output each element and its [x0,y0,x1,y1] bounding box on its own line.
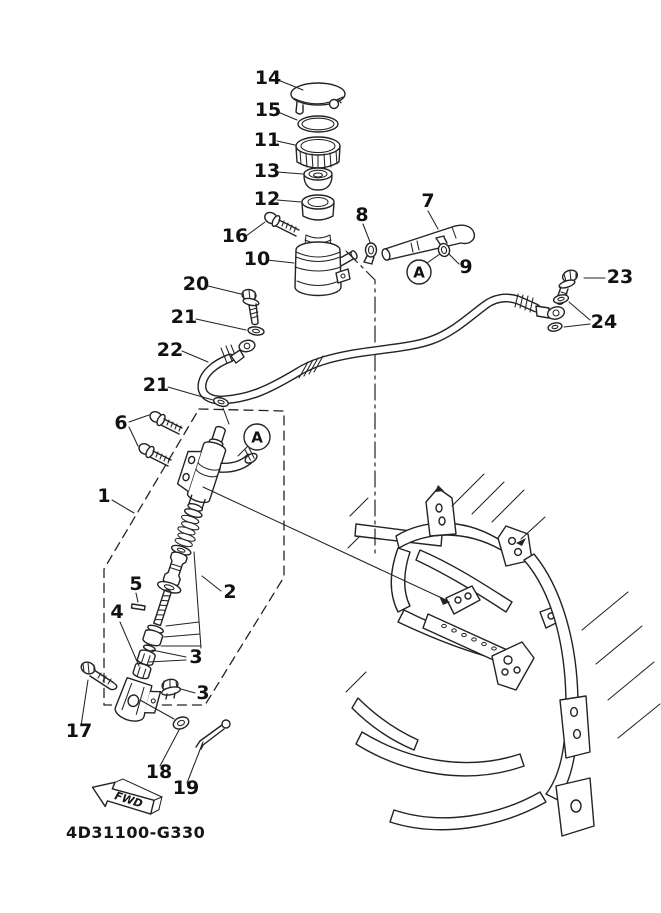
o-ring [298,116,338,132]
callout-20: 20 [182,273,210,295]
drawing-part-code: 4D31100-G330 [66,823,206,842]
frame [346,474,660,836]
reservoir-cap [296,137,340,170]
callout-10: 10 [243,248,271,270]
spring [173,514,201,549]
banjo-bolt-20 [241,288,259,324]
reservoir-cap-cover [291,83,345,114]
callout-8: 8 [355,204,369,226]
callout-4: 4 [110,601,124,623]
callout-11: 11 [253,129,281,151]
callout-15: 15 [254,99,282,121]
washer-24-upper [553,294,569,305]
reservoir-hose-group [364,225,474,264]
callout-24: 24 [590,311,618,333]
callout-14: 14 [254,67,282,89]
pushrod [154,589,172,625]
fwd-arrow-label: FWD [112,789,145,811]
callout-9: 9 [459,256,473,278]
view-marker-a-cylinder-label: A [251,428,263,447]
callout-6: 6 [114,412,128,434]
callout-21a: 21 [170,306,198,328]
callout-3b: 3 [196,682,210,704]
mounting-screws-6 [137,410,182,466]
callout-21b: 21 [142,374,170,396]
callout-13: 13 [253,160,281,182]
callout-1: 1 [97,485,111,507]
callout-2: 2 [223,581,237,603]
view-marker-a-top-label: A [413,263,425,282]
callout-7: 7 [421,190,435,212]
callout-17: 17 [65,720,93,742]
callout-16: 16 [221,225,249,247]
hose-clamp-8 [364,243,377,264]
flange-bolt-3 [161,678,181,699]
grommet [302,195,334,220]
washer-18 [171,715,190,731]
callout-23: 23 [606,266,634,288]
cotter-pin-19 [196,720,230,749]
view-marker-a-cylinder [238,424,270,456]
view-marker-a-top [407,254,440,284]
leader-lines [81,80,605,783]
callout-12: 12 [253,188,281,210]
callout-3a: 3 [189,646,203,668]
callout-5: 5 [129,573,143,595]
locknuts [132,649,156,681]
callout-22: 22 [156,339,184,361]
callout-18: 18 [145,761,173,783]
callout-19: 19 [172,777,200,799]
diaphragm [304,168,332,190]
screw-16 [263,210,299,236]
washer-21-upper [248,326,265,336]
master-cylinder-assembly [103,410,264,734]
brake-hose-group [202,268,579,424]
reservoir-tank [295,235,358,296]
clevis [113,677,162,727]
bolt-17 [79,660,117,690]
washer-24-lower [547,322,562,333]
pin-5 [132,604,146,610]
